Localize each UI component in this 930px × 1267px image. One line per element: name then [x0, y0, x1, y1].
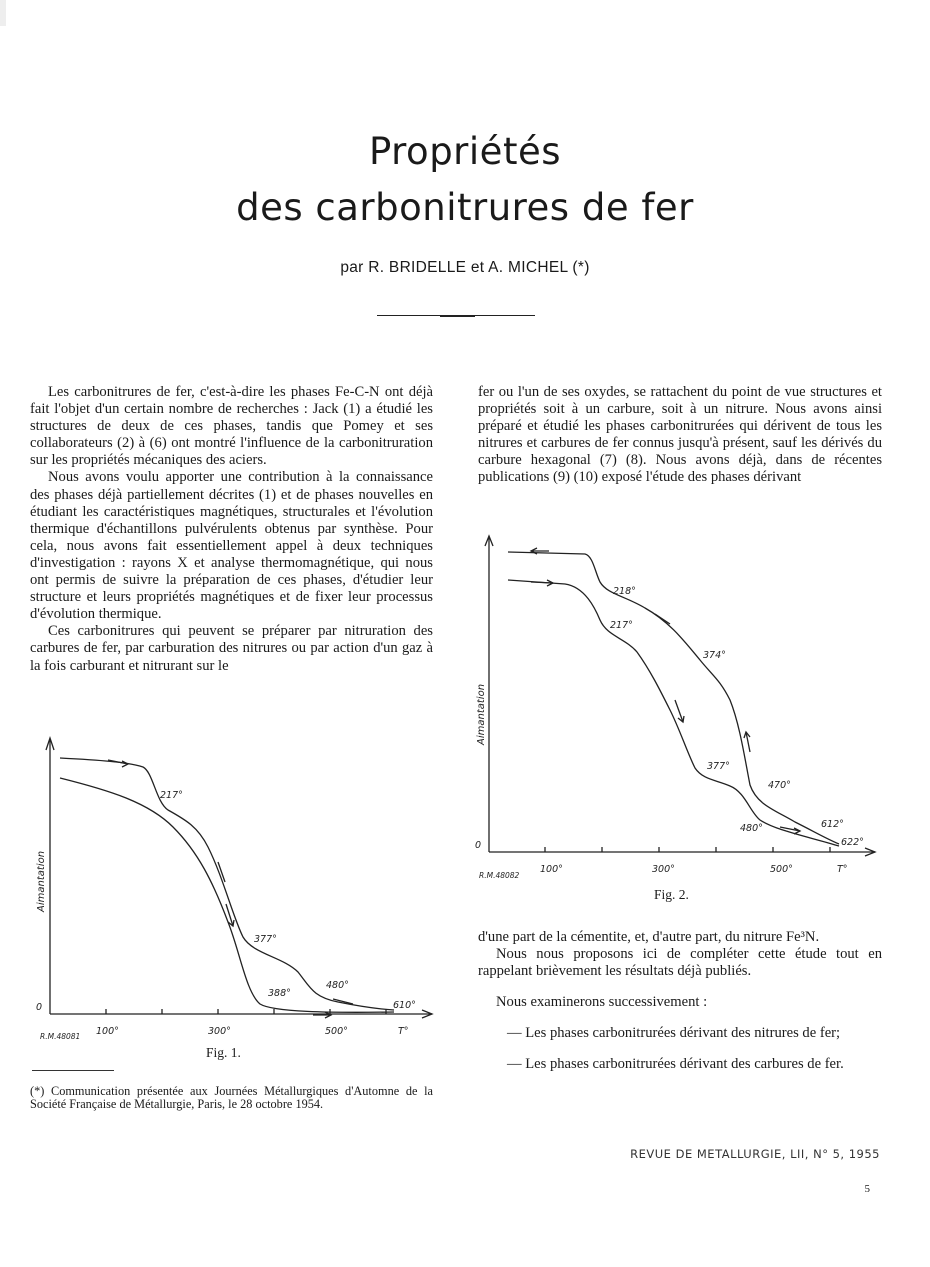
list-item: — Les phases carbonitrurées dérivant des carbures de fer.: [507, 1056, 844, 1073]
list-item: — Les phases carbonitrurées dérivant des nitrures de fer;: [507, 1025, 841, 1042]
fig2-label: 612°: [821, 819, 844, 830]
right-column-bottom: [478, 929, 882, 1074]
fig1-label: 377°: [254, 934, 277, 945]
title-rule-accent: [440, 316, 475, 317]
fig1-zero: 0: [36, 1002, 43, 1013]
fig1-caption: Fig. 1.: [206, 1045, 241, 1060]
footnote: (*) Communication présentée aux Journées Métallurgiques d'Automne de la Société Française de Métallurgie, Paris, le 28 octobre 1954.: [30, 1084, 433, 1111]
figure-2-plot: [465, 530, 885, 885]
footnote-rule: [32, 1070, 114, 1071]
fig2-upper-curve: [508, 552, 839, 844]
journal-reference: REVUE DE METALLURGIE, LII, N° 5, 1955: [630, 1147, 880, 1161]
right-column-top: [478, 384, 882, 487]
fig2-tick: 300°: [652, 864, 675, 875]
fig1-upper-curve: [60, 758, 394, 1010]
left-column: [30, 384, 433, 675]
fig1-tick: T°: [398, 1026, 409, 1037]
fig1-label: 610°: [393, 1000, 416, 1011]
fig2-lower-curve: [508, 580, 839, 846]
arrow: [531, 582, 553, 583]
fig1-ylabel: Aimantation: [36, 850, 47, 912]
arrow: [655, 614, 670, 624]
fig2-ylabel: Aimantation: [476, 683, 487, 745]
paragraph: fer ou l'un de ses oxydes, se rattachent du point de vue structures et propriétés soit à un carbure, soit à un nitrure. Nous avons ainsi préparé et étudié les phases carbonitrurées qui dérivent de tous les nitrures et carbures de fer connus jusqu'à présent, sauf les dérivés du carbure hexagonal (7) (8). Nous avons déjà, dans de récentes publications (9) (10) exposé l'étude des phases dérivant: [478, 384, 882, 486]
fig1-label: 217°: [160, 790, 183, 801]
fig2-caption: Fig. 2.: [654, 887, 689, 902]
authors: par R. BRIDELLE et A. MICHEL (*): [340, 259, 590, 276]
paragraph: Les carbonitrures de fer, c'est-à-dire les phases Fe-C-N ont déjà fait l'objet d'un certain nombre de recherches : Jack (1) a étudié les structures de deux de ces phases, tandis que Pomey et ses collaborateurs (2) à (6) ont montré l'influence de la carbonitruration sur les propriétés mécaniques des aciers.: [30, 384, 433, 469]
fig2-label: 480°: [740, 823, 763, 834]
fig2-tick: T°: [837, 864, 848, 875]
paragraph: Nous avons voulu apporter une contribution à la connaissance des phases déjà partiellement décrites (1) et de phases nouvelles en étudiant les caractéristiques magnétiques, structurales et l'évolution thermique d'échantillons pulvérulents obtenus par synthèse. Pour cela, nous avons fait essentiellement appel à deux techniques d'investigation : rayons X et analyse thermomagnétique, qui nous ont permis de suivre la préparation de ces phases, d'étudier leur structure et leurs propriétés magnétiques et de fixer leur processus d'évolution thermique.: [30, 469, 433, 623]
figure-1-plot: [28, 732, 440, 1044]
fig1-tick: 500°: [325, 1026, 348, 1037]
fig2-label: 218°: [613, 586, 636, 597]
figure-1: [28, 732, 440, 1044]
page-number: 5: [864, 1183, 870, 1195]
paragraph: Nous examinerons successivement :: [496, 994, 708, 1011]
figure-2: [465, 530, 885, 885]
paragraph: d'une part de la cémentite, et, d'autre part, du nitrure Fe³N.: [478, 929, 820, 945]
fig1-label: 480°: [326, 980, 349, 991]
paragraph: Nous nous proposons ici de compléter cette étude tout en rappelant brièvement les résultats déjà publiés.: [478, 946, 882, 980]
paragraph: Ces carbonitrures qui peuvent se préparer par nitruration des carbures de fer, par carburation des nitrures ou par action d'un gaz à la fois carburant et nitrurant sur le: [30, 623, 433, 674]
fig2-label: 374°: [703, 650, 726, 661]
fig1-tick: 100°: [96, 1026, 119, 1037]
fig1-ref: R.M.48081: [40, 1032, 81, 1041]
fig1-label: 388°: [268, 988, 291, 999]
title-line-2: des carbonitrures de fer: [236, 186, 694, 229]
title-line-1: Propriétés: [369, 130, 561, 173]
fig1-tick: 300°: [208, 1026, 231, 1037]
fig2-tick: 100°: [540, 864, 563, 875]
fig2-label: 377°: [707, 761, 730, 772]
fig2-label: 622°: [841, 837, 864, 848]
scan-edge-mark: [0, 0, 6, 26]
fig2-label: 217°: [610, 620, 633, 631]
fig2-zero: 0: [475, 840, 482, 851]
fig2-label: 470°: [768, 780, 791, 791]
fig2-ref: R.M.48082: [479, 871, 520, 880]
fig2-tick: 500°: [770, 864, 793, 875]
